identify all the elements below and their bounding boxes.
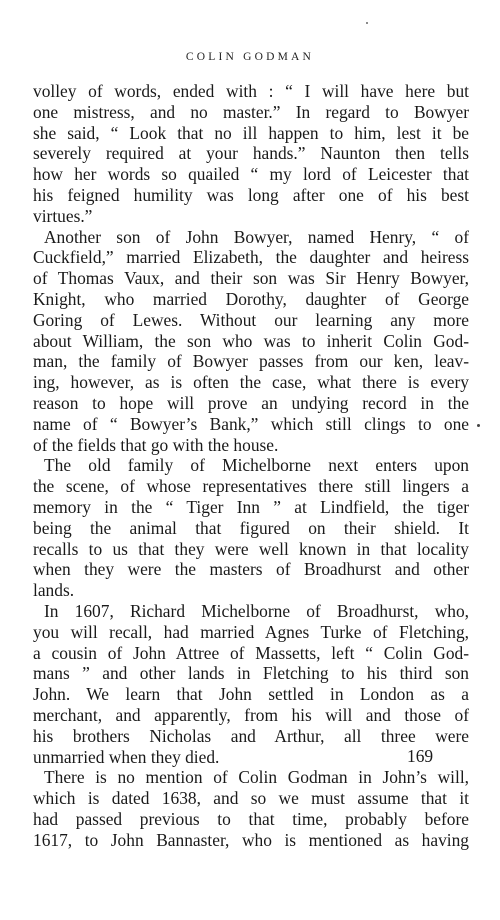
text-line: how her words so quailed “ my lord of Leicester that xyxy=(33,164,469,185)
body-text xyxy=(33,81,469,850)
text-line: John. We learn that John settled in London as a xyxy=(33,684,469,705)
text-line: ing, however, as is often the case, what there is every xyxy=(33,372,469,393)
text-line: merchant, and apparently, from his will and those of xyxy=(33,704,469,725)
text-line: unmarried when they died. xyxy=(33,746,220,767)
text-line: Cuckfield,” married Elizabeth, the daughter and heiress xyxy=(33,247,469,268)
text-line: There is no mention of Colin Godman in John’s will, xyxy=(44,767,469,788)
text-line: reason to hope will prove an undying record in the xyxy=(33,392,469,413)
text-line: the scene, of whose representatives there still lingers a xyxy=(33,476,469,497)
text-line: 1617, to John Bannaster, who is mentioned as having xyxy=(33,829,469,850)
text-line: volley of words, ended with : “ I will have here but xyxy=(33,81,469,101)
text-line: virtues.” xyxy=(33,205,93,226)
text-line: his feigned humility was long after one of his best xyxy=(33,184,469,205)
text-line: you will recall, had married Agnes Turke of Fletching, xyxy=(33,621,469,642)
text-line: recalls to us that they were well known in that locality xyxy=(33,538,469,559)
text-line: memory in the “ Tiger Inn ” at Lindfield, the tiger xyxy=(33,496,469,517)
text-line: which is dated 1638, and so we must assume that it xyxy=(33,788,469,809)
text-line: his brothers Nicholas and Arthur, all three were xyxy=(33,725,469,746)
text-line: Another son of John Bowyer, named Henry, “ of xyxy=(44,226,469,247)
text-line: when they were the masters of Broadhurst and other xyxy=(33,559,469,580)
text-line: a cousin of John Attree of Massetts, left “ Colin God- xyxy=(33,642,469,663)
ink-speck xyxy=(477,424,480,427)
text-line: Knight, who married Dorothy, daughter of George xyxy=(33,288,469,309)
text-line: about William, the son who was to inherit Colin God- xyxy=(33,330,469,351)
text-line: one mistress, and no master.” In regard to Bowyer xyxy=(33,101,469,122)
text-line: she said, “ Look that no ill happen to him, lest it be xyxy=(33,122,469,143)
text-line: had passed previous to that time, probably before xyxy=(33,808,469,829)
text-line: The old family of Michelborne next enters upon xyxy=(44,455,469,476)
text-line: of the fields that go with the house. xyxy=(33,434,279,455)
text-line: In 1607, Richard Michelborne of Broadhurst, who, xyxy=(44,600,469,621)
text-line: man, the family of Bowyer passes from our ken, leav- xyxy=(33,351,469,372)
text-line: lands. xyxy=(33,580,75,601)
page-number: 169 xyxy=(407,746,434,766)
ink-speck xyxy=(366,22,368,24)
text-line: name of “ Bowyer’s Bank,” which still clings to one xyxy=(33,413,469,434)
text-line: Goring of Lewes. Without our learning any more xyxy=(33,309,469,330)
running-head: COLIN GODMAN xyxy=(185,51,315,63)
text-line: severely required at your hands.” Naunton then tells xyxy=(33,143,469,164)
text-line: mans ” and other lands in Fletching to his third son xyxy=(33,663,469,684)
text-line: being the animal that figured on their shield. It xyxy=(33,517,469,538)
text-line: of Thomas Vaux, and their son was Sir Henry Bowyer, xyxy=(33,268,469,289)
